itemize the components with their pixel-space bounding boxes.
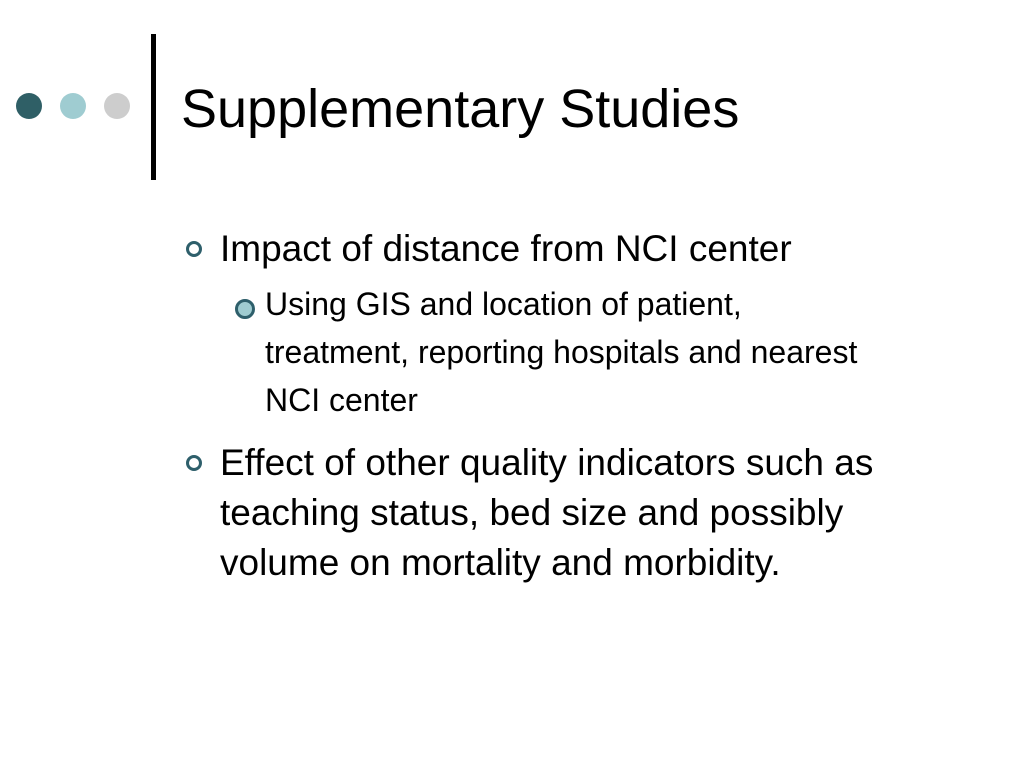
sub-bullet-item (220, 280, 960, 424)
sub-bullet-list (220, 280, 960, 424)
bullet-text: Impact of distance from NCI center (220, 228, 792, 269)
title-divider (151, 34, 156, 180)
bullet-item (180, 224, 960, 424)
light-teal-dot (60, 93, 86, 119)
grey-dot (104, 93, 130, 119)
dark-teal-dot (16, 93, 42, 119)
slide-content (180, 224, 960, 588)
bullet-text: Effect of other quality indicators such as teaching status, bed size and possibly volume on mortality and morbidity. (220, 442, 874, 583)
hollow-circle-bullet-icon (186, 241, 202, 257)
sub-bullet-text: Using GIS and location of patient, treatment, reporting hospitals and nearest NCI center (265, 286, 858, 418)
decorative-dots (16, 93, 136, 121)
bullet-item (180, 438, 960, 588)
slide-title: Supplementary Studies (181, 79, 740, 139)
filled-circle-bullet-icon (235, 299, 255, 319)
hollow-circle-bullet-icon (186, 455, 202, 471)
